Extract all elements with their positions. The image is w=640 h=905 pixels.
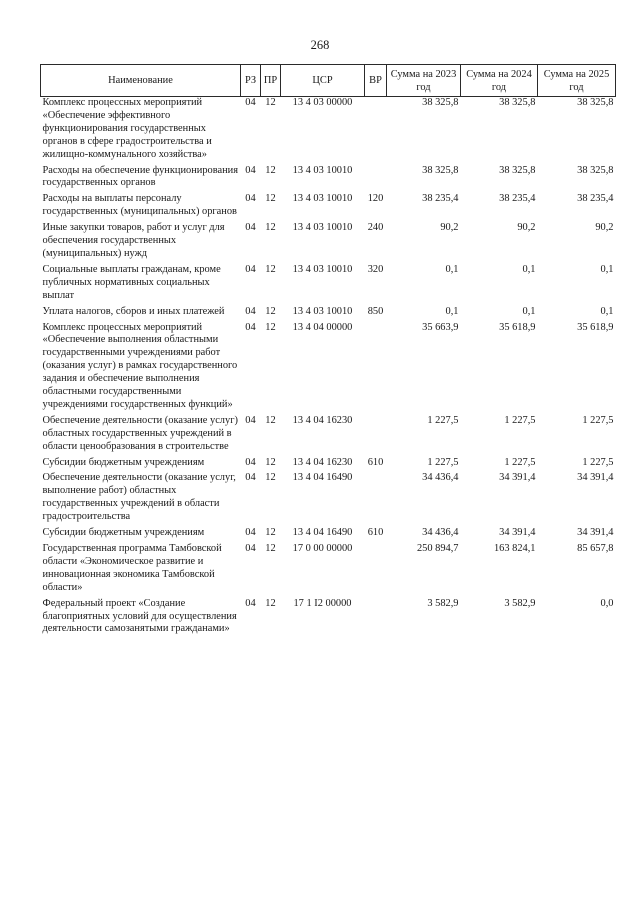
table-row (41, 264, 616, 306)
row-csr: 13 4 03 10010 (292, 263, 353, 275)
row-sum-2025: 35 618,9 (577, 321, 614, 333)
row-rz: 04 (245, 527, 256, 539)
row-vr: 240 (367, 222, 384, 234)
row-rz: 04 (245, 456, 256, 468)
row-csr: 17 1 I2 00000 (293, 597, 352, 609)
row-sum-2025: 38 235,4 (577, 193, 614, 205)
row-pr: 12 (265, 472, 276, 484)
header-sum-2023: Сумма на 2023 год (387, 65, 461, 97)
table-row (41, 322, 616, 415)
row-name: Обеспечение деятельности (оказание услуг, выполнение работ) областных государственных учреждений в области градостроительства (42, 472, 236, 523)
row-sum-2024: 38 235,4 (499, 193, 536, 205)
row-sum-2023: 38 235,4 (422, 193, 459, 205)
row-name: Комплекс процессных мероприятий «Обеспечение эффективного функционирования государственных органов в сфере градостроительства и жилищно-коммунального хозяйства» (42, 97, 212, 160)
row-pr: 12 (265, 222, 276, 234)
row-vr (365, 472, 387, 527)
row-pr: 12 (265, 193, 276, 205)
row-rz: 04 (245, 193, 256, 205)
row-sum-2024: 0,1 (522, 305, 536, 317)
row-rz: 04 (245, 164, 256, 176)
row-name: Расходы на выплаты персоналу государственных (муниципальных) органов (42, 193, 237, 218)
row-csr: 13 4 04 16490 (292, 472, 353, 484)
row-vr: 610 (367, 456, 384, 468)
table-row (41, 97, 616, 165)
row-rz: 04 (245, 414, 256, 426)
row-sum-2025: 38 325,8 (577, 164, 614, 176)
table-row (41, 306, 616, 322)
header-sum-2025: Сумма на 2025 год (538, 65, 616, 97)
row-rz: 04 (245, 321, 256, 333)
row-vr: 850 (367, 305, 384, 317)
table-row (41, 165, 616, 194)
row-pr: 12 (265, 597, 276, 609)
header-sum-2024: Сумма на 2024 год (461, 65, 538, 97)
row-name: Уплата налогов, сборов и иных платежей (42, 305, 225, 317)
table-body (41, 97, 616, 640)
row-name: Комплекс процессных мероприятий «Обеспечение выполнения областными государственными учреждениями работ (оказания услуг) в рамках государственного задания и обеспечение выполнения областными государственными учреждениями государственных функций» (42, 321, 238, 410)
table-row (41, 457, 616, 473)
row-pr: 12 (265, 456, 276, 468)
row-vr: 120 (367, 193, 384, 205)
budget-table (40, 64, 616, 639)
row-sum-2025: 85 657,8 (577, 543, 614, 554)
row-sum-2023: 250 894,7 (416, 543, 459, 554)
row-pr: 12 (265, 543, 276, 554)
table-row (41, 598, 616, 640)
row-sum-2023: 1 227,5 (427, 456, 459, 468)
row-sum-2024: 0,1 (522, 263, 536, 275)
row-vr (365, 165, 387, 194)
row-name: Государственная программа Тамбовской области «Экономическое развитие и инновационная экономика Тамбовской области» (42, 543, 222, 593)
row-vr (365, 543, 387, 598)
row-sum-2025: 1 227,5 (582, 414, 614, 426)
row-pr: 12 (265, 263, 276, 275)
row-sum-2023: 3 582,9 (427, 597, 459, 609)
row-rz: 04 (245, 543, 256, 554)
row-sum-2024: 38 325,8 (499, 97, 536, 108)
page-number: 268 (310, 38, 330, 52)
header-csr: ЦСР (281, 65, 365, 97)
row-sum-2025: 34 391,4 (577, 472, 614, 484)
row-sum-2023: 34 436,4 (422, 472, 459, 484)
row-csr: 13 4 03 10010 (292, 305, 353, 317)
header-vr: ВР (365, 65, 387, 97)
row-sum-2025: 0,1 (600, 263, 614, 275)
row-rz: 04 (245, 472, 256, 484)
row-pr: 12 (265, 164, 276, 176)
row-sum-2025: 34 391,4 (577, 527, 614, 539)
row-vr (365, 97, 387, 165)
row-pr: 12 (265, 305, 276, 317)
row-sum-2023: 35 663,9 (422, 321, 459, 333)
row-csr: 13 4 04 00000 (292, 321, 353, 333)
row-vr: 610 (367, 527, 384, 539)
row-sum-2024: 163 824,1 (493, 543, 536, 554)
row-vr (365, 598, 387, 640)
row-sum-2024: 3 582,9 (504, 597, 536, 609)
row-vr (365, 322, 387, 415)
row-sum-2025: 90,2 (595, 222, 614, 234)
row-name: Иные закупки товаров, работ и услуг для обеспечения государственных (муниципальных) нужд (42, 222, 225, 259)
row-sum-2024: 38 325,8 (499, 164, 536, 176)
row-vr: 320 (367, 263, 384, 275)
table-row (41, 193, 616, 222)
row-name: Федеральный проект «Создание благоприятных условий для осуществления деятельности самозанятыми гражданами» (42, 597, 237, 635)
table-row (41, 415, 616, 457)
row-csr: 13 4 03 10010 (292, 164, 353, 176)
table-row (41, 527, 616, 543)
row-sum-2023: 1 227,5 (427, 414, 459, 426)
row-sum-2024: 34 391,4 (499, 527, 536, 539)
row-sum-2024: 90,2 (517, 222, 536, 234)
row-rz: 04 (245, 222, 256, 234)
row-rz: 04 (245, 263, 256, 275)
row-rz: 04 (245, 597, 256, 609)
row-csr: 13 4 03 10010 (292, 193, 353, 205)
row-vr (365, 415, 387, 457)
row-sum-2024: 1 227,5 (504, 456, 536, 468)
row-name: Обеспечение деятельности (оказание услуг) областных государственных учреждений в области ценообразования в строительстве (42, 414, 238, 452)
row-sum-2023: 0,1 (445, 305, 459, 317)
row-csr: 13 4 03 10010 (292, 222, 353, 234)
row-csr: 13 4 03 00000 (292, 97, 353, 108)
table-row (41, 222, 616, 264)
row-sum-2023: 90,2 (440, 222, 459, 234)
row-sum-2025: 38 325,8 (577, 97, 614, 108)
row-rz: 04 (245, 97, 256, 108)
row-csr: 13 4 04 16490 (292, 527, 353, 539)
row-pr: 12 (265, 321, 276, 333)
row-sum-2025: 1 227,5 (582, 456, 614, 468)
row-sum-2025: 0,0 (600, 597, 614, 609)
row-pr: 12 (265, 97, 276, 108)
header-pr: ПР (261, 65, 281, 97)
row-sum-2024: 35 618,9 (499, 321, 536, 333)
row-name: Расходы на обеспечение функционирования государственных органов (42, 164, 238, 189)
table-row (41, 472, 616, 527)
row-sum-2023: 0,1 (445, 263, 459, 275)
row-csr: 17 0 00 00000 (292, 543, 353, 554)
row-pr: 12 (265, 414, 276, 426)
row-sum-2023: 38 325,8 (422, 97, 459, 108)
row-rz: 04 (245, 305, 256, 317)
row-name: Субсидии бюджетным учреждениям (42, 527, 205, 539)
row-csr: 13 4 04 16230 (292, 456, 353, 468)
table-header-row (41, 65, 616, 97)
table-row (41, 543, 616, 598)
row-name: Социальные выплаты гражданам, кроме публичных нормативных социальных выплат (42, 263, 221, 301)
row-sum-2025: 0,1 (600, 305, 614, 317)
row-sum-2024: 1 227,5 (504, 414, 536, 426)
row-sum-2023: 38 325,8 (422, 164, 459, 176)
row-name: Субсидии бюджетным учреждениям (42, 456, 205, 468)
row-sum-2024: 34 391,4 (499, 472, 536, 484)
row-pr: 12 (265, 527, 276, 539)
row-sum-2023: 34 436,4 (422, 527, 459, 539)
header-rz: РЗ (241, 65, 261, 97)
row-csr: 13 4 04 16230 (292, 414, 353, 426)
header-name: Наименование (41, 65, 241, 97)
